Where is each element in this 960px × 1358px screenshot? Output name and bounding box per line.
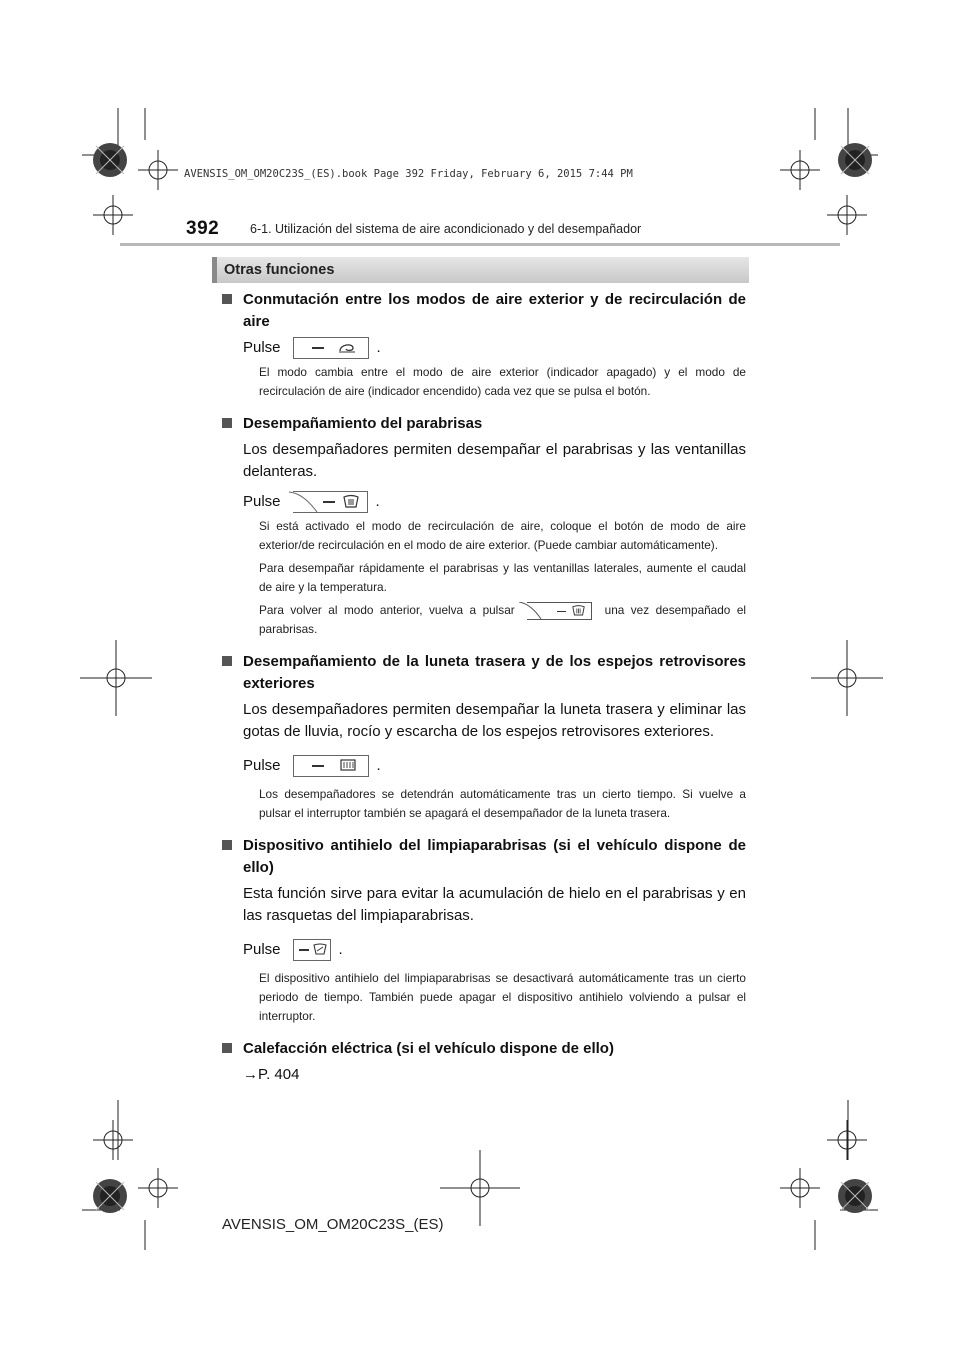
note-text: una vez desempañado el parabrisas. [259, 603, 747, 636]
paragraph: Esta función sirve para evitar la acumulación de hielo en el parabrisas y en las rasquetas del limpiaparabrisas. [243, 885, 746, 924]
book-info: AVENSIS_OM_OM20C23S_(ES).book Page 392 Friday, February 6, 2015 7:44 PM [184, 168, 633, 180]
pulse-label: Pulse [243, 757, 281, 774]
heading-rear-defog [222, 651, 746, 695]
pulse-instruction [222, 491, 746, 513]
heading-recirculation [222, 289, 746, 333]
header-divider [120, 243, 840, 246]
page-reference-link[interactable]: →P. 404 [243, 1066, 300, 1083]
section-title: Otras funciones [224, 262, 335, 278]
heading-wiper-deicer [222, 835, 746, 879]
square-bullet-icon [222, 1043, 232, 1053]
windshield-defogger-icon [572, 604, 585, 617]
period: . [376, 339, 381, 356]
heading-electric-heater [222, 1038, 746, 1060]
pulse-instruction [222, 337, 746, 359]
period: . [375, 493, 380, 510]
heading-text: Conmutación entre los modos de aire exterior y de recirculación de aire [243, 291, 746, 330]
heading-text: Calefacción eléctrica (si el vehículo dispone de ello) [243, 1040, 614, 1057]
heading-text: Desempañamiento del parabrisas [243, 415, 483, 432]
page-number: 392 [186, 218, 220, 239]
section-header-edge [212, 257, 217, 283]
period: . [338, 941, 343, 958]
wiper-deicer-button [293, 939, 331, 961]
paragraph: Los desempañadores permiten desempañar el parabrisas y las ventanillas delanteras. [243, 441, 746, 480]
note: Si está activado el modo de recirculación de aire, coloque el botón de modo de aire exterior/de recirculación en el modo de aire exterior. (Puede cambiar automáticamente). [259, 519, 746, 552]
pulse-instruction [222, 939, 746, 961]
wiper-deicer-icon [313, 943, 327, 956]
recirculation-button [293, 337, 369, 359]
windshield-defogger-button-inline [527, 602, 592, 620]
square-bullet-icon [222, 840, 232, 850]
note: Para desempañar rápidamente el parabrisas y las ventanillas laterales, aumente el caudal de aire y la temperatura. [259, 561, 746, 594]
rear-window-defogger-button [293, 755, 369, 777]
recirculation-icon [338, 341, 356, 354]
windshield-defogger-icon [343, 494, 359, 509]
chapter-title: 6-1. Utilización del sistema de aire acondicionado y del desempañador [250, 222, 642, 236]
pulse-label: Pulse [243, 941, 281, 958]
note: El modo cambia entre el modo de aire exterior (indicador apagado) y el modo de recirculación de aire (indicador encendido) cada vez que se pulsa el botón. [259, 365, 746, 398]
windshield-defogger-button [293, 491, 368, 513]
pulse-instruction [222, 755, 746, 777]
square-bullet-icon [222, 656, 232, 666]
section-header [212, 257, 749, 283]
note-text: Para volver al modo anterior, vuelva a pulsar [259, 603, 515, 617]
square-bullet-icon [222, 418, 232, 428]
main-content [222, 289, 746, 1086]
heading-text: Dispositivo antihielo del limpiaparabrisas (si el vehículo dispone de ello) [243, 837, 746, 876]
pulse-label: Pulse [243, 339, 281, 356]
rear-window-defogger-icon [340, 759, 356, 772]
period: . [376, 757, 381, 774]
paragraph: Los desempañadores permiten desempañar la luneta trasera y eliminar las gotas de lluvia, rocío y escarcha de los espejos retrovisores exteriores. [243, 701, 746, 740]
square-bullet-icon [222, 294, 232, 304]
note: El dispositivo antihielo del limpiaparabrisas se desactivará automáticamente tras un cierto periodo de tiempo. También puede apagar el dispositivo antihielo volviendo a pulsar el interruptor. [259, 971, 746, 1023]
heading-text: Desempañamiento de la luneta trasera y de los espejos retrovisores exteriores [243, 653, 746, 692]
heading-windshield-defog [222, 413, 746, 435]
footer-doc-code: AVENSIS_OM_OM20C23S_(ES) [222, 1216, 444, 1233]
note-with-button [222, 601, 746, 639]
pulse-label: Pulse [243, 493, 281, 510]
note: Los desempañadores se detendrán automáticamente tras un cierto tiempo. Si vuelve a pulsar el interruptor también se apagará el desempañador de la luneta trasera. [259, 787, 746, 820]
